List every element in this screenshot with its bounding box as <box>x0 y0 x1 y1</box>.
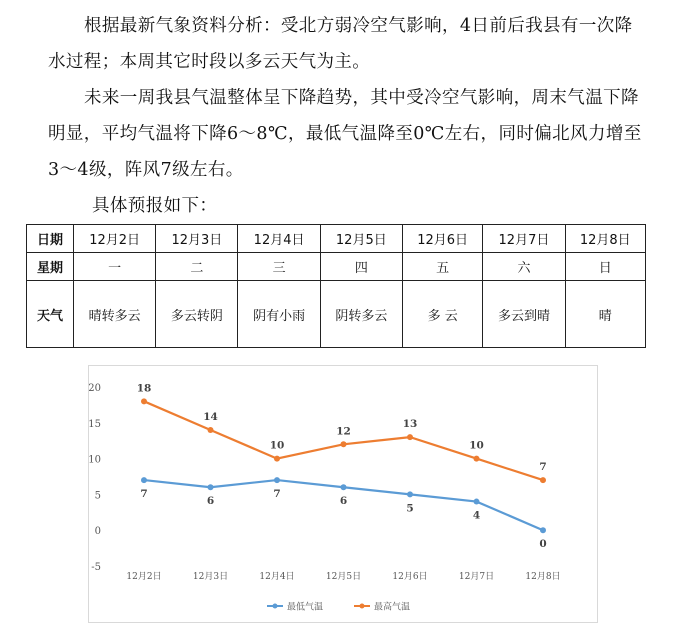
trend-paragraph: 未来一周我县气温整体呈下降趋势，其中受冷空气影响，周末气温下降明显，平均气温将下降6～8℃，最低气温降至0℃左右，同时偏北风力增至3～4级，阵风7级左右。 <box>48 88 642 180</box>
data-label: 6 <box>339 495 348 508</box>
data-label: 4 <box>472 509 481 522</box>
data-label: 0 <box>539 538 547 551</box>
x-tick-label: 12月2日 <box>126 572 162 582</box>
data-label: 7 <box>273 488 281 501</box>
weekday-cell: 三 <box>238 253 320 281</box>
x-tick-label: 12月5日 <box>325 572 362 582</box>
data-point <box>540 477 546 483</box>
x-tick-label: 12月7日 <box>458 572 495 582</box>
data-point <box>474 499 480 505</box>
weekday-cell: 五 <box>402 253 482 281</box>
data-label: 7 <box>140 488 148 501</box>
weather-label: 天气 <box>27 281 74 348</box>
y-tick-label: 0 <box>94 526 101 538</box>
weekday-cell: 一 <box>74 253 156 281</box>
legend-label: 最高气温 <box>374 602 411 613</box>
y-tick-label: 10 <box>89 454 101 466</box>
weekday-row <box>27 253 646 281</box>
data-label: 13 <box>402 418 418 431</box>
data-point <box>540 527 546 533</box>
data-label: 6 <box>206 495 215 508</box>
weekday-cell: 日 <box>565 253 645 281</box>
weather-cell: 阴转多云 <box>320 281 402 348</box>
legend-marker <box>360 604 365 609</box>
data-point <box>274 477 280 483</box>
y-tick-label: 20 <box>89 383 101 394</box>
weather-cell: 多云转阴 <box>156 281 238 348</box>
date-label: 日期 <box>27 225 74 253</box>
date-cell: 12月8日 <box>565 225 645 253</box>
weekday-cell: 六 <box>483 253 565 281</box>
weather-cell: 阴有小雨 <box>238 281 320 348</box>
date-cell: 12月3日 <box>156 225 238 253</box>
intro-paragraph: 根据最新气象资料分析：受北方弱冷空气影响，4日前后我县有一次降水过程；本周其它时段以多云天气为主。 <box>48 16 633 72</box>
legend-label: 最低气温 <box>287 602 324 613</box>
data-label: 18 <box>136 382 152 395</box>
weekday-label: 星期 <box>27 253 74 281</box>
weather-cell: 多 云 <box>402 281 482 348</box>
data-label: 7 <box>539 461 547 474</box>
data-label: 12 <box>336 425 351 438</box>
data-point <box>474 456 480 462</box>
data-point <box>407 491 413 497</box>
data-label: 10 <box>469 439 484 452</box>
date-cell: 12月2日 <box>74 225 156 253</box>
data-point <box>341 441 347 447</box>
data-point <box>274 456 280 462</box>
date-cell: 12月5日 <box>320 225 402 253</box>
data-point <box>407 434 413 440</box>
data-point <box>141 398 147 404</box>
date-cell: 12月7日 <box>483 225 565 253</box>
weekday-cell: 二 <box>156 253 238 281</box>
temperature-chart <box>88 365 598 623</box>
x-tick-label: 12月6日 <box>392 572 428 582</box>
weather-cell: 晴 <box>565 281 645 348</box>
legend-marker <box>273 604 278 609</box>
y-tick-label: 15 <box>89 418 101 430</box>
y-tick-label: 5 <box>94 490 101 502</box>
weather-row <box>27 281 646 348</box>
data-point <box>341 484 347 490</box>
weather-cell: 多云到晴 <box>483 281 565 348</box>
data-label: 5 <box>406 502 414 515</box>
temperature-chart-svg <box>89 366 597 622</box>
data-point <box>208 427 214 433</box>
date-cell: 12月6日 <box>402 225 482 253</box>
data-label: 10 <box>269 439 285 452</box>
x-tick-label: 12月8日 <box>525 572 561 582</box>
forecast-table <box>26 224 646 348</box>
y-tick-label: -5 <box>91 562 101 573</box>
weekday-cell: 四 <box>320 253 402 281</box>
weather-cell: 晴转多云 <box>74 281 156 348</box>
data-point <box>208 484 214 490</box>
date-cell: 12月4日 <box>238 225 320 253</box>
forecast-heading: 具体预报如下： <box>92 196 218 216</box>
data-label: 14 <box>203 410 218 423</box>
x-tick-label: 12月4日 <box>259 572 295 582</box>
date-row <box>27 225 646 253</box>
data-point <box>141 477 147 483</box>
x-tick-label: 12月3日 <box>192 572 229 582</box>
